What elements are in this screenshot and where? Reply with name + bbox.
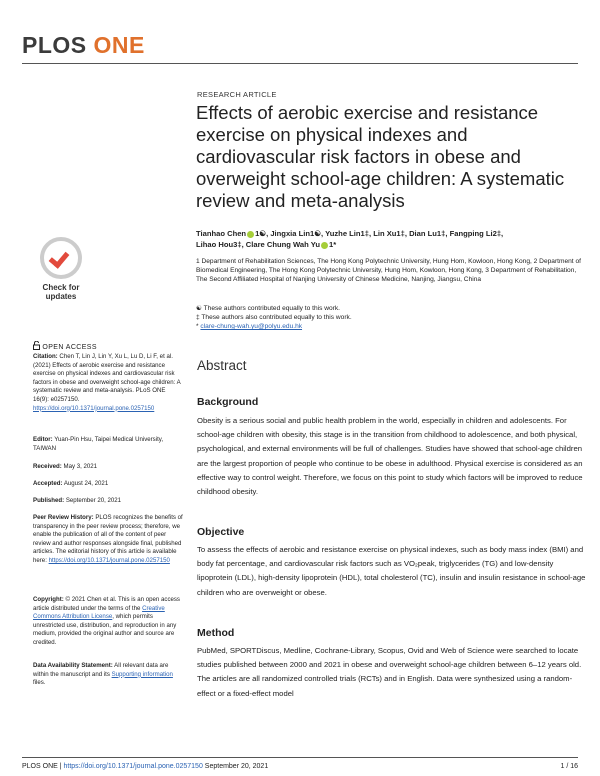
citation-label: Citation:	[33, 353, 58, 360]
open-lock-icon	[33, 341, 40, 350]
note-email-prefix: *	[196, 323, 201, 330]
logo-one: ONE	[93, 32, 145, 58]
journal-logo	[22, 32, 145, 59]
open-access	[33, 341, 97, 351]
note-equal: ☯ These authors contributed equally to this work.	[196, 305, 340, 312]
method-heading: Method	[197, 627, 235, 639]
authors-line2: Lihao Hou3‡, Clare Chung Wah Yu	[196, 240, 321, 249]
peer-text: PLOS recognizes the benefits of transparency in the peer review process; therefore, we enable the publication of all of the content of peer review and author responses alongside final, published articles. The editorial history of this article is available here:	[33, 514, 183, 564]
accepted-label: Accepted:	[33, 480, 63, 487]
editor-block	[33, 436, 183, 453]
license-link[interactable]: Creative Commons Attribution License	[33, 604, 165, 621]
check-line2: updates	[45, 292, 77, 301]
editor-label: Editor:	[33, 436, 53, 443]
article-type: RESEARCH ARTICLE	[197, 90, 277, 99]
editor-text: Yuan-Pin Hsu, Taipei Medical University, TAIWAN	[33, 436, 164, 452]
authors-line2-end: 1*	[329, 240, 337, 249]
copyright-text: © 2021 Chen et al. This is an open access article distributed under the terms of the	[33, 596, 180, 612]
footer-rule	[22, 757, 578, 758]
citation-block	[33, 353, 183, 413]
copyright-text2: , which permits unrestricted use, distribution, and reproduction in any medium, provided the original author and source are credited.	[33, 613, 177, 646]
open-access-label: OPEN ACCESS	[42, 344, 97, 351]
peer-review-block	[33, 514, 183, 566]
check-icon	[40, 237, 82, 279]
author-list	[196, 228, 586, 250]
published-text: September 20, 2021	[64, 497, 122, 504]
data-text2: files.	[33, 679, 46, 687]
copyright-label: Copyright:	[33, 596, 64, 603]
citation-text: Chen T, Lin J, Lin Y, Xu L, Lu D, Li F, et al. (2021) Effects of aerobic exercise and resistance exercise on physical indexes and cardiovascular risk factors in obese and overweight school-age children: A systematic review and meta-analysis. PLoS ONE 16(9): e0257150.	[33, 353, 181, 403]
received-block	[33, 463, 183, 472]
affiliations: 1 Department of Rehabilitation Sciences, The Hong Kong Polytechnic University, Hung Hom, Kowloon, Hong Kong, 2 Department of Biomedical Engineering, The Hong Kong Polytechnic University, Hung Hom, Kowloon, Hong Kong, 3 Department of Rehabilitation, The Second Affiliated Hospital of Nanjing University of Chinese Medicine, Nanjing, Jiangsu, China	[196, 258, 581, 283]
objective-text: To assess the effects of aerobic and resistance exercise on physical indexes, such as body mass index (BMI) and body fat percentage, and cardiovascular risk factors such as VO₂peak, triglycerides (TG) and low-density lipoprotein (LDL), high-density lipoprotein (HDL), total cholesterol (TC), insulin and insulin resistance in school-age children who are overweight or obese.	[197, 545, 586, 597]
author-first: Tianhao Chen	[196, 229, 247, 238]
accepted-text: August 24, 2021	[62, 480, 109, 487]
received-text: May 3, 2021	[61, 463, 98, 470]
footer-doi-link[interactable]: https://doi.org/10.1371/journal.pone.0257150	[63, 763, 203, 770]
received-label: Received:	[33, 463, 62, 470]
method-text: PubMed, SPORTDiscus, Medline, Cochrane-Library, Scopus, Ovid and Web of Science were searched to locate studies published between 2000 and 2021 in obese and overweight school-age children between 6–12 years old. The articles are all randomized controlled trials (RCTs) and in English. Data were synthesized using a random-effect or a fixed-effect model	[197, 646, 582, 698]
peer-review-link[interactable]: https://doi.org/10.1371/journal.pone.0257150	[48, 556, 170, 564]
authors-line1: 1☯, Jingxia Lin1☯, Yuzhe Lin1‡, Lin Xu1‡, Dian Lu1‡, Fangping Li2‡,	[255, 229, 504, 238]
check-line1: Check for	[42, 283, 80, 292]
article-title: Effects of aerobic exercise and resistance exercise on physical indexes and cardiovascular risk factors in obese and overweight school-age children: A systematic review and meta-analysis	[196, 102, 565, 211]
logo-plos: PLOS	[22, 32, 87, 58]
background-heading: Background	[197, 396, 259, 408]
supporting-info-link[interactable]: Supporting information	[111, 670, 173, 678]
orcid-icon[interactable]	[247, 231, 254, 238]
footer-journal: PLOS ONE |	[22, 763, 64, 770]
email-link[interactable]: clare-chung-wah.yu@polyu.edu.hk	[200, 323, 303, 330]
peer-label: Peer Review History:	[33, 514, 94, 521]
check-for-updates-badge[interactable]	[33, 237, 89, 301]
citation-doi-link[interactable]: https://doi.org/10.1371/journal.pone.0257150	[33, 404, 155, 412]
published-block	[33, 497, 183, 506]
author-notes	[196, 304, 586, 331]
accepted-block	[33, 480, 183, 489]
footer-date: September 20, 2021	[202, 763, 269, 770]
header-rule	[22, 63, 578, 64]
data-availability-block	[33, 662, 183, 688]
background-text: Obesity is a serious social and public health problem in the world, especially in children and adolescents. For school-age children with obesity, this stage is in the transition from childhood to adolescence, and both physical, psychological, and external environments will be full of challenges. Studies have showed that school-age children are the largest proportion of people who continue to be obese in adulthood. Physical exercise is considered as an effective way to control weight. Therefore, we focus on this point to study which factors will be improved to reduce childhood obesity.	[197, 416, 583, 497]
page-number: 1 / 16	[560, 763, 578, 770]
copyright-block	[33, 596, 183, 648]
data-text: All relevant data are within the manuscript and its	[33, 662, 169, 678]
published-label: Published:	[33, 497, 65, 504]
note-also: ‡ These authors also contributed equally to this work.	[196, 314, 352, 321]
objective-heading: Objective	[197, 526, 245, 538]
data-label: Data Availability Statement:	[33, 662, 113, 669]
abstract-heading: Abstract	[197, 358, 247, 373]
footer	[22, 763, 268, 770]
orcid-icon[interactable]	[321, 242, 328, 249]
